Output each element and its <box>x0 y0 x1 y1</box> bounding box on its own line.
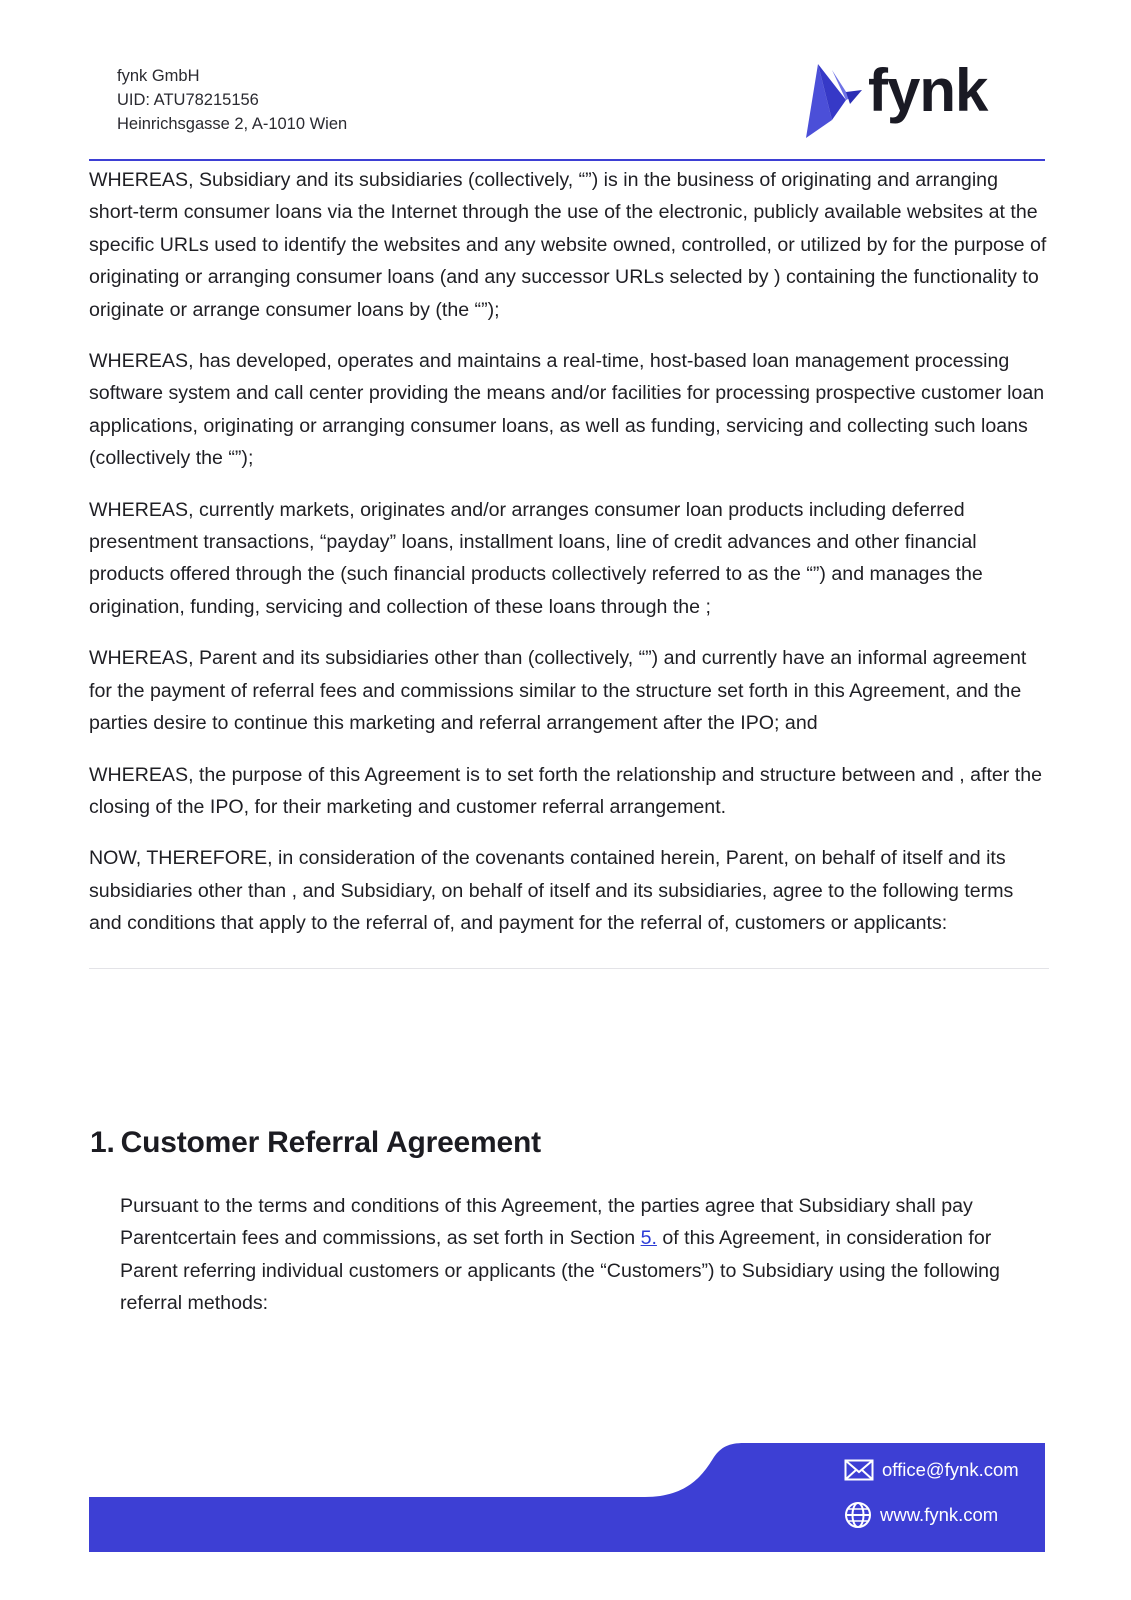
globe-icon <box>844 1501 872 1529</box>
fynk-logo <box>806 57 1006 142</box>
section-text-after: of this Agreement, in consideration for Parent referring individual customers or applicants (the “Customers”) to Subsidiary using the following referral methods: <box>120 1227 1000 1315</box>
company-uid: UID: ATU78215156 <box>117 91 259 109</box>
section-heading <box>90 1126 541 1160</box>
section-divider <box>89 968 1049 969</box>
footer-website[interactable] <box>844 1501 998 1529</box>
paragraph: WHEREAS, has developed, operates and maintains a real-time, host-based loan management processing software system and call center providing the means and/or facilities for processing prospective customer loan applications, originating or arranging consumer loans, as well as funding, servicing and collecting such loans (collectively the “”); <box>89 350 1045 470</box>
section-body <box>120 1190 1050 1320</box>
envelope-icon <box>844 1459 874 1481</box>
paragraph: WHEREAS, Subsidiary and its subsidiaries (collectively, “”) is in the business of originating and arranging short-term consumer loans via the Internet through the use of the electronic, publicly available websites at the specific URLs used to identify the websites and any website owned, controlled, or utilized by for the purpose of originating or arranging consumer loans (and any successor URLs selected by ) containing the functionality to originate or arrange consumer loans by (the “”); <box>89 169 1047 321</box>
paragraph: WHEREAS, currently markets, originates and/or arranges consumer loan products including deferred presentment transactions, “payday” loans, installment loans, line of credit advances and other financial products offered through the (such financial products collectively referred to as the “”) and manages the origination, funding, servicing and collection of these loans through the ; <box>89 498 983 618</box>
company-name: fynk GmbH <box>117 67 200 85</box>
paragraph: WHEREAS, Parent and its subsidiaries other than (collectively, “”) and currently have an informal agreement for the payment of referral fees and commissions similar to the structure set forth in this Agreement, and the parties desire to continue this marketing and referral arrangement after the IPO; and <box>89 647 1027 735</box>
footer <box>89 1443 1045 1552</box>
recitals <box>89 164 1049 969</box>
paragraph: WHEREAS, the purpose of this Agreement is to set forth the relationship and structure between and , after the closing of the IPO, for their marketing and customer referral arrangement. <box>89 763 1042 818</box>
section-text-before: Pursuant to the terms and conditions of this Agreement, the parties agree that Subsidiary shall pay Parentcertain fees and commissions, as set forth in Section <box>120 1195 973 1250</box>
footer-email[interactable] <box>844 1459 1019 1481</box>
paragraph: NOW, THEREFORE, in consideration of the covenants contained herein, Parent, on behalf of itself and its subsidiaries other than , and Subsidiary, on behalf of itself and its subsidiaries, agree to the following terms and conditions that apply to the referral of, and payment for the referral of, customers or applicants: <box>89 847 1014 935</box>
logo-wordmark: fynk <box>868 57 988 124</box>
section-5-link[interactable]: 5. <box>640 1227 657 1250</box>
section-title: Customer Referral Agreement <box>120 1126 541 1159</box>
header-divider <box>89 159 1045 161</box>
section-number: 1. <box>90 1126 115 1159</box>
bird-logo-icon <box>806 62 870 142</box>
company-address: Heinrichsgasse 2, A-1010 Wien <box>117 115 348 133</box>
company-info <box>117 64 347 136</box>
website-text: www.fynk.com <box>880 1504 999 1525</box>
email-text: office@fynk.com <box>882 1459 1019 1480</box>
